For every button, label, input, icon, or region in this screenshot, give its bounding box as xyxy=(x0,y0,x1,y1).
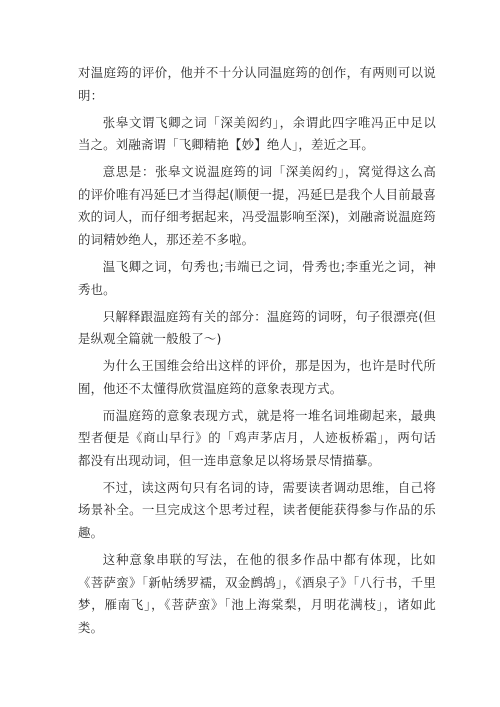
paragraph-imagery: 而温庭筠的意象表现方式，就是将一堆名词堆砌起来，最典型者便是《商山早行》的「鸡声茅店月，人迹板桥霜」，两句话都没有出现动词，但一连串意象足以将场景尽情描摹。 xyxy=(78,407,436,468)
paragraph-reader: 不过，读这两句只有名词的诗，需要读者调动思维，自己将场景补全。一旦完成这个思考过程，读者便能获得参与作品的乐趣。 xyxy=(78,479,436,541)
paragraph-explanation-2: 只解释跟温庭筠有关的部分：温庭筠的词呀，句子很漂亮(但是纵观全篇就一般般了～) xyxy=(78,308,436,347)
paragraph-intro: 对温庭筠的评价，他并不十分认同温庭筠的创作，有两则可以说明： xyxy=(78,65,436,103)
paragraph-explanation-1: 意思是：张皋文说温庭筠的词「深美闳约」，窝觉得这么高的评价唯有冯延巳才当得起(顺便一提，冯延巳是我个人目前最喜欢的词人，而仔细考据起来，冯受温影响至深)，刘融斋说温庭筠的词精妙绝人，那还差不多啦。 xyxy=(78,164,436,247)
paragraph-quote-1: 张皋文谓飞卿之词「深美闳约」，余谓此四字唯冯正中足以当之。刘融斋谓「飞卿精艳【妙】绝人」，差近之耳。 xyxy=(78,114,436,153)
paragraph-question: 为什么王国维会给出这样的评价，那是因为，也许是时代所囿，他还不太懂得欣赏温庭筠的意象表现方式。 xyxy=(78,358,436,396)
paragraph-quote-2: 温飞卿之词，句秀也;韦端已之词，骨秀也;李重光之词，神秀也。 xyxy=(78,258,436,297)
article-body xyxy=(78,62,436,644)
paragraph-examples: 这种意象串联的写法，在他的很多作品中都有体现，比如《菩萨蛮》「新帖绣罗襦，双金鹧鸪」，《酒泉子》「八行书，千里梦，雁南飞」，《菩萨蛮》「池上海棠梨，月明花满枝」，诸如此类。 xyxy=(78,552,436,635)
